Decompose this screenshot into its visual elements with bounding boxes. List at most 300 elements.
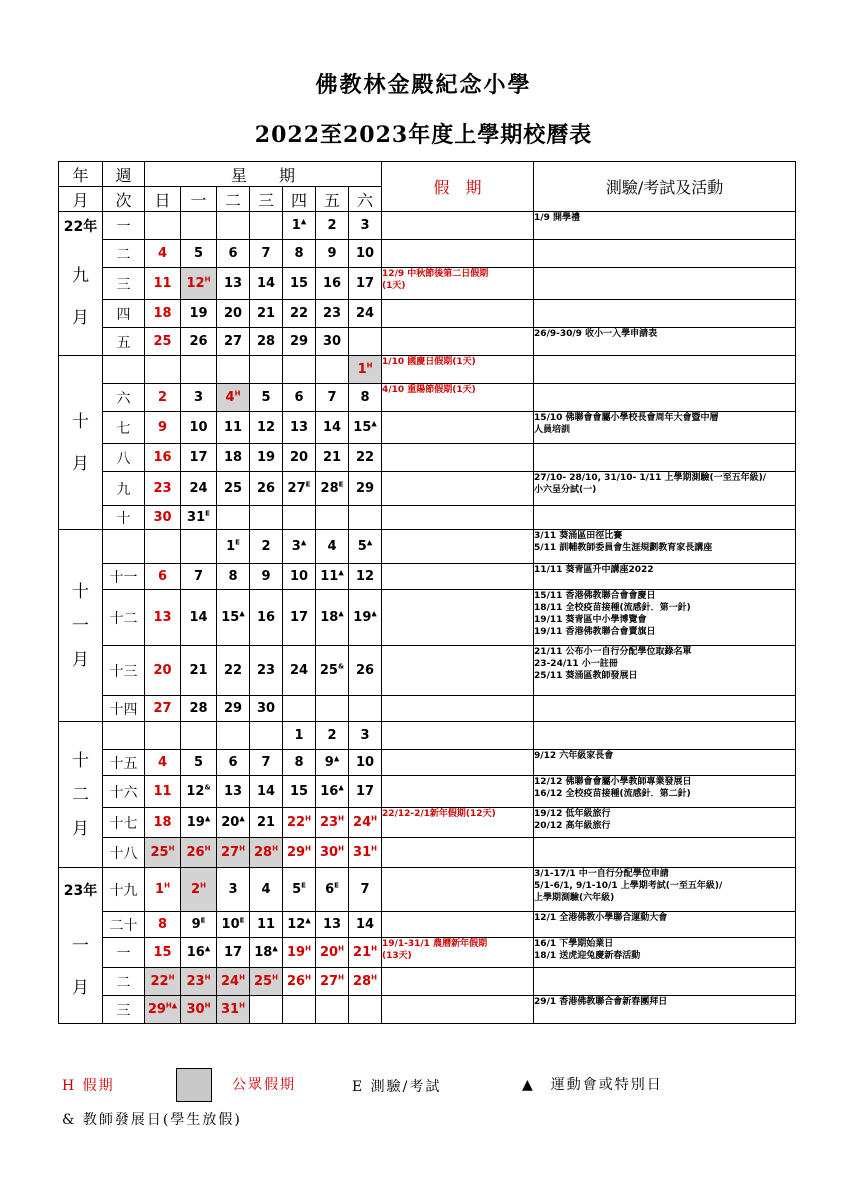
day-cell: $9^E$ [181, 912, 217, 938]
week-number: 三 [103, 268, 145, 300]
week-number: 十五 [103, 750, 145, 776]
week-number [103, 722, 145, 750]
month-char: 一 [72, 936, 89, 957]
table-row [59, 750, 796, 776]
day-cell [349, 696, 382, 722]
header-day-mon: 一 [181, 187, 217, 212]
activity-note: 16/1 下學期始業日 18/1 送虎迎兔慶新春活動 [534, 938, 796, 968]
activity-note: 27/10- 28/10, 31/10- 1/11 上學期測驗(一至五年級)/ 小六呈分試(一) [534, 472, 796, 506]
day-cell: 12 [349, 564, 382, 590]
day-cell: 8 [349, 384, 382, 412]
month-char: 月 [72, 649, 89, 670]
header-month: 月 [59, 187, 103, 212]
day-cell: 14 [349, 912, 382, 938]
header-activity: 測驗/考試及活動 [534, 162, 796, 212]
day-cell: 14 [250, 776, 283, 808]
day-cell: $24^H$ [217, 968, 250, 996]
table-row [59, 300, 796, 328]
week-number: 二 [103, 968, 145, 996]
day-cell: $26^H$ [181, 838, 217, 868]
day-cell: 19 [250, 444, 283, 472]
day-cell: 8 [145, 912, 181, 938]
week-number: 九 [103, 472, 145, 506]
day-mark: E [205, 509, 210, 518]
day-cell: 23 [250, 646, 283, 696]
day-cell: 8 [283, 750, 316, 776]
activity-note [534, 722, 796, 750]
day-cell: $5^E$ [283, 868, 316, 912]
day-mark: H [239, 973, 245, 982]
month-cell [59, 530, 103, 722]
day-cell: 11 [217, 412, 250, 444]
day-cell: 2 [316, 212, 349, 240]
holiday-note [382, 240, 534, 268]
month-char: 月 [72, 978, 89, 999]
day-cell [217, 356, 250, 384]
day-mark: H [371, 844, 377, 853]
day-cell: 19▲ [349, 590, 382, 646]
day-cell: 2 [145, 384, 181, 412]
day-cell: $27^H$ [217, 838, 250, 868]
header-day-sat: 六 [349, 187, 382, 212]
day-mark: E [239, 916, 245, 925]
day-cell: 6 [217, 240, 250, 268]
day-cell: 5 [250, 384, 283, 412]
table-row [59, 530, 796, 564]
day-cell: 25 [217, 472, 250, 506]
holiday-note [382, 564, 534, 590]
day-cell: 1 [283, 722, 316, 750]
day-mark: ▲ [305, 916, 311, 925]
day-cell: 4 [316, 530, 349, 564]
header-day-tue: 二 [217, 187, 250, 212]
day-cell: 30 [250, 696, 283, 722]
holiday-note [382, 868, 534, 912]
header-week-no: 次 [103, 187, 145, 212]
year-cell: 22年 [59, 212, 103, 240]
month-cell [59, 722, 103, 868]
day-cell: 29 [349, 472, 382, 506]
day-cell: 22 [349, 444, 382, 472]
week-number: 七 [103, 412, 145, 444]
school-name: 佛教林金殿紀念小學 [315, 73, 532, 98]
activity-note [534, 240, 796, 268]
table-row [59, 590, 796, 646]
table-row [59, 412, 796, 444]
day-cell [349, 328, 382, 356]
table-row [59, 996, 796, 1024]
activity-note: 3/11 葵涌區田徑比賽 5/11 訓輔教師委員會生涯規劃教育家長講座 [534, 530, 796, 564]
holiday-note: 22/12-2/1新年假期(12天) [382, 808, 534, 838]
day-cell [283, 696, 316, 722]
holiday-note [382, 328, 534, 356]
day-cell: 26 [181, 328, 217, 356]
day-mark: H [371, 973, 377, 982]
legend-special-day: ▲ 運動會或特別日 [522, 1077, 663, 1093]
day-cell: 24 [283, 646, 316, 696]
week-number: 十一 [103, 564, 145, 590]
day-cell: 3▲ [283, 530, 316, 564]
day-cell [181, 212, 217, 240]
day-cell: 5▲ [349, 530, 382, 564]
table-row [59, 938, 796, 968]
day-cell: 28 [250, 328, 283, 356]
day-cell: 10 [349, 750, 382, 776]
week-number: 十九 [103, 868, 145, 912]
day-mark: ▲ [366, 538, 373, 547]
day-cell: 18 [217, 444, 250, 472]
day-cell: $26^H$ [283, 968, 316, 996]
day-cell: 12& [181, 776, 217, 808]
month-char: 九 [72, 266, 89, 287]
day-cell: 24 [349, 300, 382, 328]
holiday-note [382, 838, 534, 868]
activity-note [534, 384, 796, 412]
day-mark: ▲ [300, 538, 307, 547]
day-cell: $25^H$ [250, 968, 283, 996]
month-char: 一 [72, 615, 89, 636]
activity-note: 12/12 佛聯會會屬小學教師專業發展日 16/12 全校疫苗接種(流感針．第二針) [534, 776, 796, 808]
day-cell: 26 [250, 472, 283, 506]
holiday-note: 19/1-31/1 農曆新年假期 (13天) [382, 938, 534, 968]
table-row [59, 776, 796, 808]
day-cell: $1^H$ [349, 356, 382, 384]
day-mark: H [164, 881, 170, 890]
table-row [59, 722, 796, 750]
day-cell: 15 [145, 938, 181, 968]
holiday-note [382, 212, 534, 240]
header-weekday: 星 期 [145, 162, 382, 187]
day-cell: 4 [145, 240, 181, 268]
day-cell: 18 [145, 808, 181, 838]
day-cell: 14 [250, 268, 283, 300]
table-row [59, 564, 796, 590]
holiday-note [382, 968, 534, 996]
school-calendar-table [58, 161, 796, 1024]
day-cell: 16▲ [316, 776, 349, 808]
day-cell: $30^H$ [181, 996, 217, 1024]
day-mark: ▲ [338, 783, 344, 792]
week-number: 十 [103, 506, 145, 530]
day-cell: 15▲ [217, 590, 250, 646]
day-cell: 11▲ [316, 564, 349, 590]
day-cell: 2 [250, 530, 283, 564]
day-cell: 18▲ [316, 590, 349, 646]
day-mark: & [204, 783, 211, 792]
day-cell: 12▲ [283, 912, 316, 938]
activity-note [534, 356, 796, 384]
day-cell: 20▲ [217, 808, 250, 838]
legend-public-holiday-swatch [176, 1068, 212, 1102]
day-mark: H [200, 881, 206, 890]
day-cell: $31^H$ [349, 838, 382, 868]
month-char: 十 [72, 411, 89, 432]
day-cell [145, 212, 181, 240]
day-mark: E [235, 538, 240, 547]
day-cell: 6 [283, 384, 316, 412]
day-cell: 5 [181, 240, 217, 268]
day-cell [349, 996, 382, 1024]
week-number [103, 530, 145, 564]
day-cell [316, 356, 349, 384]
day-cell: 13 [145, 590, 181, 646]
day-cell [283, 356, 316, 384]
holiday-note [382, 646, 534, 696]
holiday-note [382, 996, 534, 1024]
day-mark: ▲ [204, 814, 211, 823]
day-cell: 23 [316, 300, 349, 328]
week-number: 八 [103, 444, 145, 472]
day-cell: 10 [349, 240, 382, 268]
day-cell: 9 [250, 564, 283, 590]
year-cell: 23年 [59, 868, 103, 912]
holiday-note [382, 912, 534, 938]
day-cell: 19 [181, 300, 217, 328]
day-cell: $22^H$ [145, 968, 181, 996]
day-mark: E [334, 881, 339, 890]
week-number: 十四 [103, 696, 145, 722]
day-cell: 23 [145, 472, 181, 506]
day-cell: 13 [217, 776, 250, 808]
day-cell: 3 [349, 212, 382, 240]
day-cell: $27^E$ [283, 472, 316, 506]
activity-note: 15/10 佛聯會會屬小學校長會周年大會暨中層 人員培訓 [534, 412, 796, 444]
header-day-wed: 三 [250, 187, 283, 212]
day-mark: & [337, 662, 345, 671]
month-char: 月 [72, 818, 89, 839]
holiday-note [382, 472, 534, 506]
activity-note: 12/1 全港佛教小學聯合運動大會 [534, 912, 796, 938]
day-mark: H [239, 1001, 245, 1010]
day-cell: 14 [316, 412, 349, 444]
activity-note [534, 506, 796, 530]
day-cell: $19^H$ [283, 938, 316, 968]
day-mark: E [305, 480, 311, 489]
day-cell [316, 696, 349, 722]
day-cell: 1▲ [283, 212, 316, 240]
day-mark: ▲ [300, 217, 307, 226]
holiday-note [382, 590, 534, 646]
day-cell: 15▲ [349, 412, 382, 444]
activity-note [534, 696, 796, 722]
day-cell: 7 [181, 564, 217, 590]
day-cell: 22 [217, 646, 250, 696]
day-mark: ▲ [338, 568, 344, 577]
header-week: 週 [103, 162, 145, 187]
day-cell: 6 [217, 750, 250, 776]
day-mark: H [234, 389, 241, 398]
day-cell: 9▲ [316, 750, 349, 776]
week-number: 五 [103, 328, 145, 356]
holiday-note [382, 696, 534, 722]
day-mark: ▲ [204, 944, 211, 953]
table-row [59, 356, 796, 384]
day-cell [145, 722, 181, 750]
week-number: 十六 [103, 776, 145, 808]
day-cell: $31^E$ [181, 506, 217, 530]
day-cell: 11 [145, 776, 181, 808]
day-cell [181, 356, 217, 384]
month-char: 十 [72, 750, 89, 771]
table-row [59, 472, 796, 506]
day-mark: ▲ [272, 944, 278, 953]
day-cell: 12 [250, 412, 283, 444]
day-mark: H [338, 814, 344, 823]
day-cell: 13 [316, 912, 349, 938]
day-cell [316, 996, 349, 1024]
week-number: 二 [103, 240, 145, 268]
day-mark: ▲ [371, 609, 377, 618]
day-cell: $28^H$ [349, 968, 382, 996]
day-cell: 13 [217, 268, 250, 300]
day-cell: $21^H$ [349, 938, 382, 968]
day-cell: 24 [181, 472, 217, 506]
day-cell: $2^H$ [181, 868, 217, 912]
day-mark: ▲ [338, 609, 344, 618]
day-mark: H [168, 844, 175, 853]
day-cell: $20^H$ [316, 938, 349, 968]
activity-note [534, 444, 796, 472]
day-cell: 15 [283, 776, 316, 808]
activity-note: 11/11 葵青區升中講座2022 [534, 564, 796, 590]
day-cell: $12^H$ [181, 268, 217, 300]
day-cell: $23^H$ [316, 808, 349, 838]
day-cell: 25 [145, 328, 181, 356]
table-row [59, 696, 796, 722]
day-cell [283, 506, 316, 530]
day-cell: $6^E$ [316, 868, 349, 912]
day-cell: 14 [181, 590, 217, 646]
day-cell: 30 [145, 506, 181, 530]
week-number: 十二 [103, 590, 145, 646]
holiday-note: 4/10 重陽節假期(1天) [382, 384, 534, 412]
day-cell: $28^H$ [250, 838, 283, 868]
day-cell: 17 [349, 268, 382, 300]
day-cell: 3 [349, 722, 382, 750]
table-row [59, 646, 796, 696]
activity-note: 9/12 六年級家長會 [534, 750, 796, 776]
calendar-title: 2022至2023年度上學期校曆表 [254, 122, 593, 148]
month-char: 十 [72, 581, 89, 602]
activity-note [534, 838, 796, 868]
day-mark: H [204, 844, 211, 853]
activity-note: 15/11 香港佛教聯合會會慶日 18/11 全校疫苗接種(流感針．第一針) 19/11 葵青區中小學博覽會 19/11 香港佛教聯合會賣旗日 [534, 590, 796, 646]
day-mark: H [371, 944, 377, 953]
header-holiday: 假 期 [382, 162, 534, 212]
holiday-note [382, 776, 534, 808]
day-mark: H [204, 275, 211, 284]
day-cell: $1^H$ [145, 868, 181, 912]
activity-note [534, 300, 796, 328]
week-number: 十八 [103, 838, 145, 868]
day-mark: H [272, 973, 278, 982]
day-cell: 20 [283, 444, 316, 472]
holiday-note: 1/10 國慶日假期(1天) [382, 356, 534, 384]
day-mark: H [371, 814, 377, 823]
activity-note: 19/12 低年級旅行 20/12 高年級旅行 [534, 808, 796, 838]
month-char: 月 [72, 453, 89, 474]
week-number: 三 [103, 996, 145, 1024]
table-row [59, 838, 796, 868]
day-cell: 29 [283, 328, 316, 356]
day-cell: $27^H$ [316, 968, 349, 996]
day-cell [217, 212, 250, 240]
holiday-note [382, 530, 534, 564]
header-day-fri: 五 [316, 187, 349, 212]
day-cell: 16 [145, 444, 181, 472]
day-cell: 27 [217, 328, 250, 356]
activity-note: 26/9-30/9 收小一入學申請表 [534, 328, 796, 356]
day-cell: 17 [283, 590, 316, 646]
week-number: 四 [103, 300, 145, 328]
month-cell [59, 240, 103, 356]
day-mark: H [366, 361, 373, 370]
table-row [59, 968, 796, 996]
day-cell: 5 [181, 750, 217, 776]
day-cell [145, 530, 181, 564]
day-mark: ▲ [333, 754, 340, 763]
day-cell: 4 [250, 868, 283, 912]
day-cell: 20 [217, 300, 250, 328]
day-mark: H [305, 944, 311, 953]
day-cell [250, 212, 283, 240]
activity-note: 1/9 開學禮 [534, 212, 796, 240]
activity-note [534, 968, 796, 996]
day-cell: $28^E$ [316, 472, 349, 506]
day-cell: 3 [181, 384, 217, 412]
day-cell: 9 [145, 412, 181, 444]
day-cell: 7 [316, 384, 349, 412]
week-number: 一 [103, 938, 145, 968]
day-cell: 28 [181, 696, 217, 722]
day-cell: $31^H$ [217, 996, 250, 1024]
day-mark: H [239, 844, 245, 853]
day-cell: 7 [250, 750, 283, 776]
day-cell: 8 [283, 240, 316, 268]
week-number: 一 [103, 212, 145, 240]
day-mark: ▲ [239, 609, 245, 618]
day-cell: 22 [283, 300, 316, 328]
table-row [59, 808, 796, 838]
day-cell: 26 [349, 646, 382, 696]
day-mark: H [168, 973, 175, 982]
month-char: 二 [72, 784, 89, 805]
holiday-note [382, 412, 534, 444]
day-cell: 17 [217, 938, 250, 968]
month-char: 月 [72, 308, 89, 329]
day-cell: 17 [181, 444, 217, 472]
table-row [59, 212, 796, 240]
day-cell: 15 [283, 268, 316, 300]
day-mark: ▲ [371, 419, 377, 428]
day-mark: H [305, 844, 311, 853]
day-cell [316, 506, 349, 530]
day-cell: 25& [316, 646, 349, 696]
day-mark: E [200, 916, 206, 925]
day-cell: 9 [316, 240, 349, 268]
day-cell [181, 530, 217, 564]
header-year: 年 [59, 162, 103, 187]
week-number: 六 [103, 384, 145, 412]
day-mark: H [204, 1001, 211, 1010]
day-cell: 6 [145, 564, 181, 590]
day-cell: 10 [283, 564, 316, 590]
day-cell: 7 [250, 240, 283, 268]
header-day-thu: 四 [283, 187, 316, 212]
day-cell: $29^{H▲}$ [145, 996, 181, 1024]
day-cell: 7 [349, 868, 382, 912]
day-cell [250, 722, 283, 750]
